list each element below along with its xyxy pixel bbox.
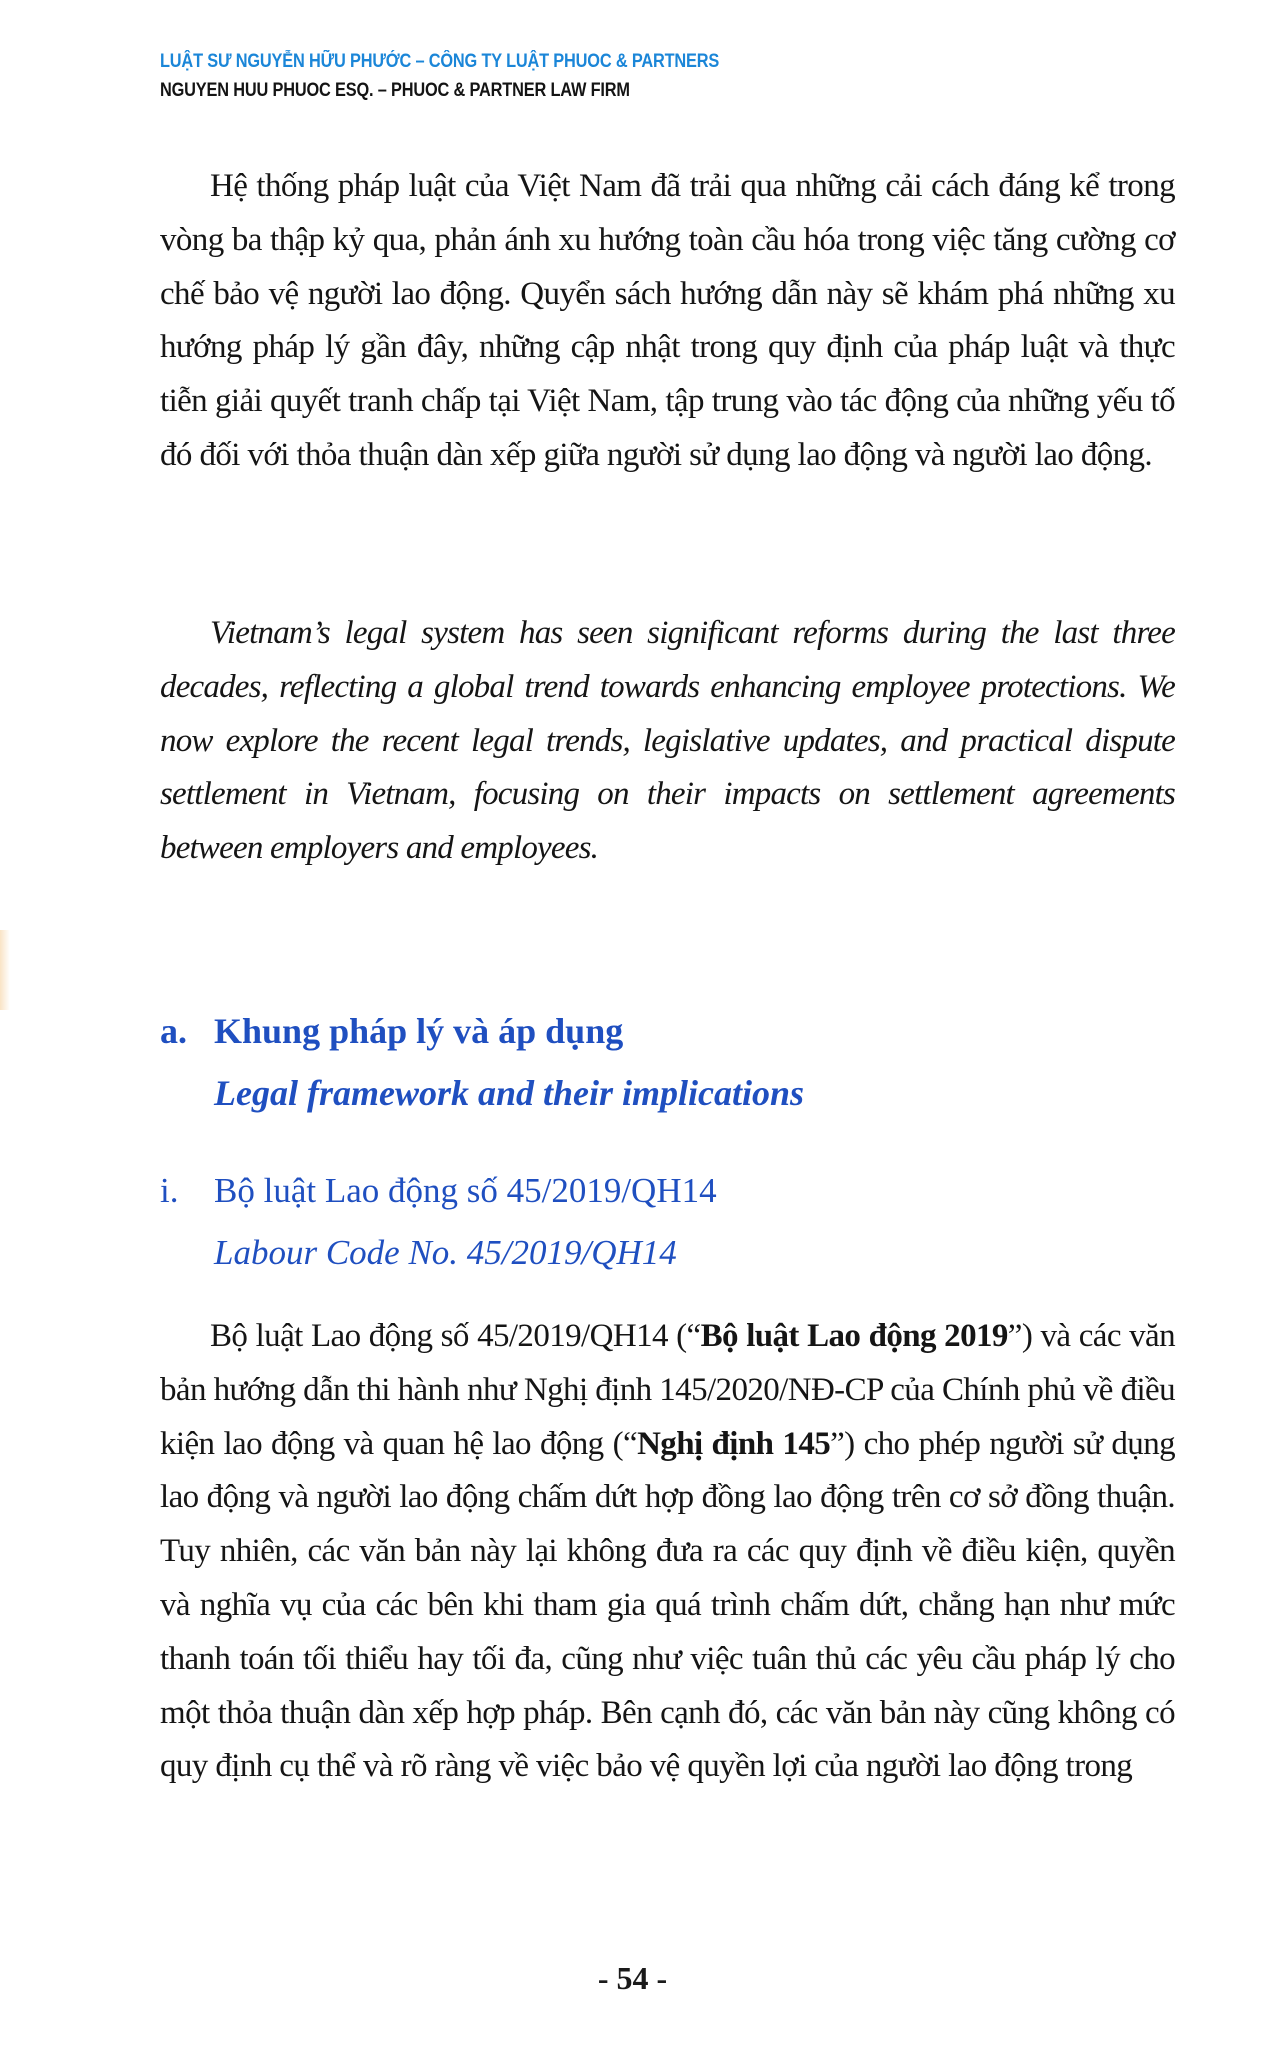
subsection-marker: i.	[160, 1171, 179, 1210]
header-firm-name-vi: LUẬT SƯ NGUYỄN HỮU PHƯỚC – CÔNG TY LUẬT PHUOC & PARTNERS	[160, 51, 720, 72]
paragraph-labour-code-vi	[160, 1310, 1175, 1794]
defined-term-labour-code-2019: Bộ luật Lao động 2019	[700, 1318, 1008, 1354]
header-firm-name-en: NGUYEN HUU PHUOC ESQ. – PHUOC & PARTNER LAW FIRM	[160, 80, 630, 101]
page-number: - 54 -	[597, 1960, 668, 1996]
paragraph-intro-en: Vietnam’s legal system has seen significant reforms during the last three decades, reflecting a global trend towards enhancing employee protections. We now explore the recent legal trends, legislative updates, and practical dispute settlement in Vietnam, focusing on their impacts on settlement agreements between employers and employees.	[160, 615, 1175, 867]
running-header	[160, 48, 810, 106]
defined-term-decree-145: Nghị định 145	[637, 1425, 831, 1462]
subsection-heading-i	[160, 1160, 717, 1284]
section-title-vi: Khung pháp lý và áp dụng	[214, 1011, 624, 1051]
text-run: ”) cho phép người sử dụng lao động và người lao động chấm dứt hợp đồng lao động trên cơ sở đồng thuận. Tuy nhiên, các văn bản này lại không đưa ra các quy định về điều kiện, quyền và nghĩa vụ của các bên khi tham gia quá trình chấm dứt, chẳng hạn như mức thanh toán tối thiểu hay tối đa, cũng như việc tuân thủ các yêu cầu pháp lý cho một thỏa thuận dàn xếp hợp pháp. Bên cạnh đó, các văn bản này cũng không có quy định cụ thể và rõ ràng về việc bảo vệ quyền lợi của người lao động trong	[160, 1425, 1175, 1785]
section-marker: a.	[160, 1011, 187, 1051]
section-title-en: Legal framework and their implications	[214, 1073, 805, 1113]
page-edge-shadow	[0, 930, 10, 1010]
section-heading-a	[160, 1000, 804, 1124]
text-run: Bộ luật Lao động số 45/2019/QH14 (“	[210, 1318, 701, 1354]
subsection-title-en: Labour Code No. 45/2019/QH14	[214, 1233, 677, 1272]
paragraph-intro-vi: Hệ thống pháp luật của Việt Nam đã trải qua những cải cách đáng kể trong vòng ba thập kỷ qua, phản ánh xu hướng toàn cầu hóa trong việc tăng cường cơ chế bảo vệ người lao động. Quyển sách hướng dẫn này sẽ khám phá những xu hướng pháp lý gần đây, những cập nhật trong quy định của pháp luật và thực tiễn giải quyết tranh chấp tại Việt Nam, tập trung vào tác động của những yếu tố đó đối với thỏa thuận dàn xếp giữa người sử dụng lao động và người lao động.	[160, 168, 1175, 473]
text-run: ”) và các văn bản hướng dẫn thi hành như Nghị định 145/2020/NĐ-CP của Chính phủ về điều kiện lao động và quan hệ lao động (“	[160, 1318, 1176, 1462]
subsection-title-vi: Bộ luật Lao động số 45/2019/QH14	[214, 1171, 717, 1210]
